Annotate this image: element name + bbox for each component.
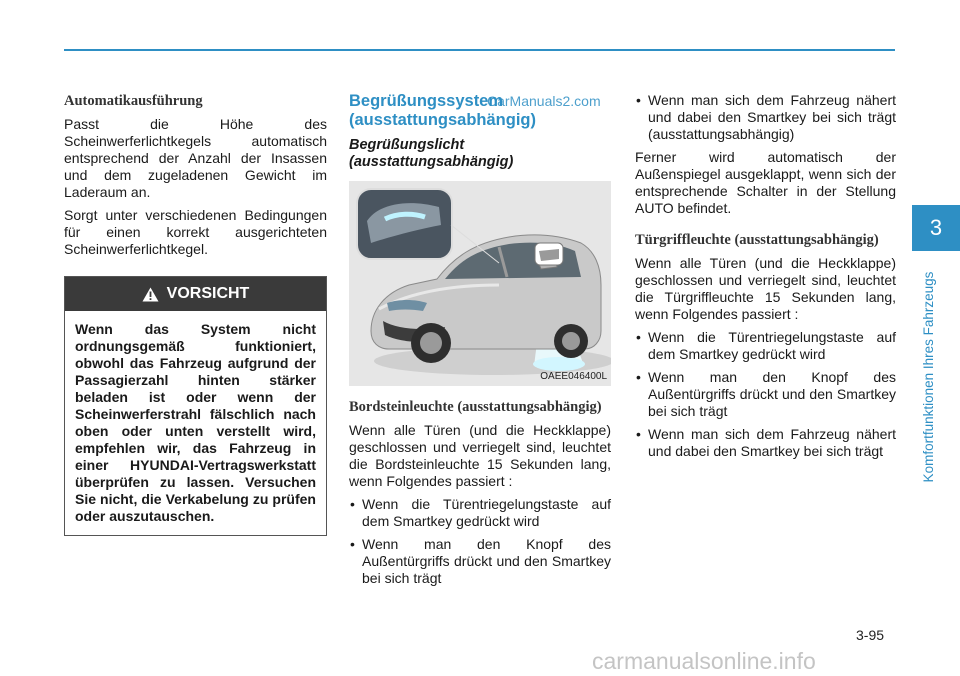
list-item [635,426,896,460]
bullet-marker: • [636,369,641,385]
car-image [349,181,611,386]
caution-box [64,276,327,536]
chapter-side-label [921,262,939,492]
column-3 [635,92,896,466]
paragraph: Ferner wird automatisch der Außenspiegel ausgeklappt, wenn sich der entsprechende Schalter in der Stellung AUTO befindet. [635,149,896,216]
bullet-marker: • [350,536,355,552]
list-item [635,329,896,363]
warning-icon [142,287,159,302]
bullet-marker: • [636,92,641,108]
list-item-text: Wenn man sich dem Fahrzeug nähert und dabei den Smartkey bei sich trägt [648,426,896,459]
list-item [635,92,896,143]
paragraph: Wenn alle Türen (und die Heckklappe) geschlossen und verriegelt sind, leuchtet die Türgriffleuchte 15 Sekunden lang, wenn Folgendes passiert : [635,255,896,322]
car-illustration [349,181,611,386]
bullet-marker: • [350,496,355,512]
figure-code: OAEE046400L [540,371,607,382]
chapter-tab: 3 [912,205,960,251]
list-item [635,369,896,420]
top-rule [64,49,895,51]
chapter-title: Komfortfunktionen Ihres Fahrzeugs [921,271,936,483]
caution-title: VORSICHT [166,285,250,302]
list-item-text: Wenn die Türentriegelungstaste auf dem Smartkey gedrückt wird [362,496,611,529]
list-item-text: Wenn man sich dem Fahrzeug nähert und dabei den Smartkey bei sich trägt (ausstattungsabhängig) [648,92,896,142]
list-item-text: Wenn man den Knopf des Außentürgriffs drückt und den Smartkey bei sich trägt [648,369,896,419]
section-heading-curb-light: Bordsteinleuchte (ausstattungsabhängig) [349,399,602,415]
watermark-top: CarManuals2.com [487,93,601,109]
section-heading-welcome-system: Begrüßungssystem (ausstattungsabhängig) [349,92,537,129]
caution-header [65,277,326,311]
list-item-text: Wenn die Türentriegelungstaste auf dem Smartkey gedrückt wird [648,329,896,362]
subheading-welcome-light: Begrüßungslicht (ausstattungsabhängig) [349,137,514,170]
section-heading-door-handle-light: Türgriffleuchte (ausstattungsabhängig) [635,232,879,248]
list-item [349,536,611,587]
paragraph: Sorgt unter verschiedenen Bedingungen für einen korrekt ausgerichteten Scheinwerferlichtkegel. [64,207,327,257]
list-item-text: Wenn man den Knopf des Außentürgriffs drückt und den Smartkey bei sich trägt [362,536,611,586]
bullet-marker: • [636,329,641,345]
paragraph: Passt die Höhe des Scheinwerferlichtkegels automatisch entsprechend der Anzahl der Insassen und dem zugeladenen Gewicht im Laderaum an. [64,116,327,200]
bullet-list [349,496,611,587]
column-2 [349,92,611,593]
bullet-list [635,329,896,460]
list-item [349,496,611,530]
column-1 [64,92,327,536]
paragraph: Wenn alle Türen (und die Heckklappe) geschlossen und verriegelt sind, leuchtet die Bordsteinleuchte 15 Sekunden lang, wenn Folgendes passiert : [349,422,611,489]
caution-text: Wenn das System nicht ordnungsgemäß funktioniert, obwohl das Fahrzeug aufgrund der Passagierzahl hinten stärker beladen ist oder wenn der Scheinwerferstrahl fälschlich nach oben oder unten verstellt wird, empfehlen wir, das Fahrzeug in einer HYUNDAI-Vertragswerkstatt überprüfen zu lassen. Versuchen Sie nicht, die Verkabelung zu prüfen oder auszutauschen. [75,321,316,524]
footer-watermark: carmanualsonline.info [592,648,816,674]
section-heading-automatic: Automatikausführung [64,93,203,109]
bullet-list [635,92,896,143]
bullet-marker: • [636,426,641,442]
page-number: 3-95 [856,627,885,643]
